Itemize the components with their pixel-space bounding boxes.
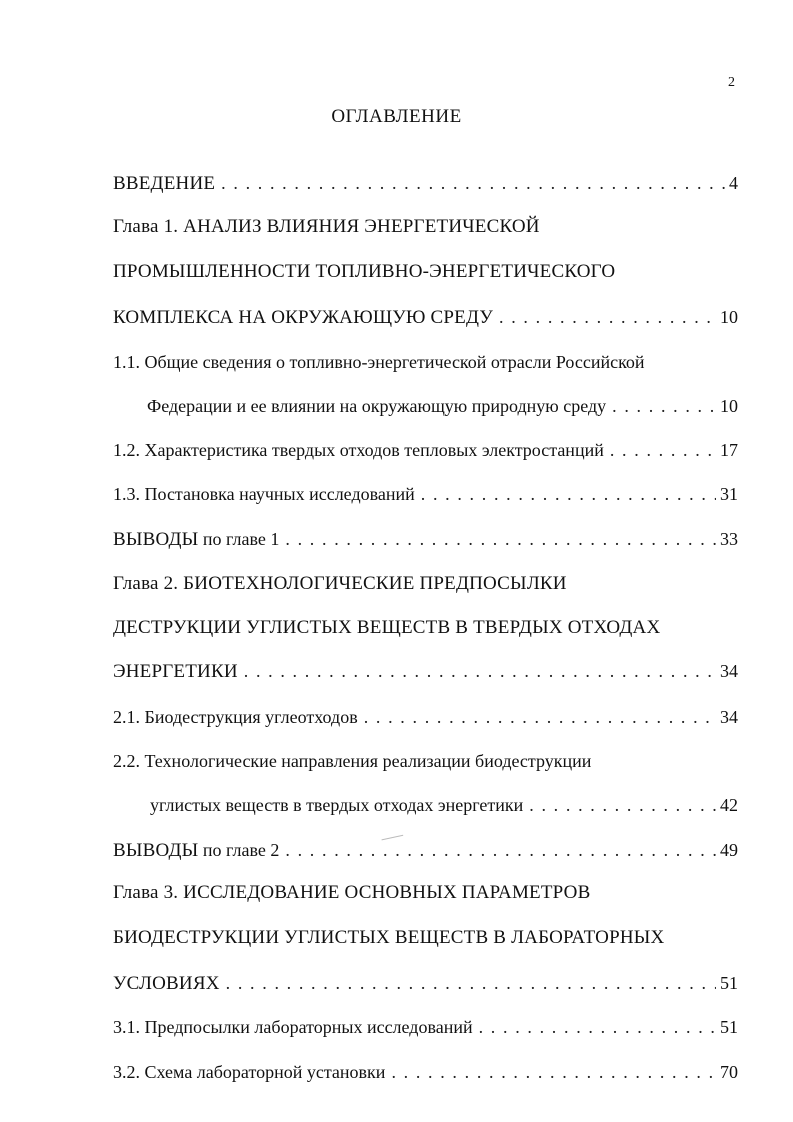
toc-chapter-3-line-2[interactable] [113,927,738,949]
toc-chapter-2-line-2[interactable] [113,617,738,639]
toc-entry-page: 34 [720,661,738,681]
toc-chapter-1-line-1[interactable] [113,216,738,238]
toc-entry-page: 34 [720,707,738,727]
toc-entry-label-caps: ВЫВОДЫ [113,840,199,861]
toc-entry-label: 1.1. Общие сведения о топливно-энергетической отрасли Российской [113,352,645,372]
toc-entry-label: 1.2. Характеристика твердых отходов тепловых электростанций [113,440,604,460]
toc-entry-label: ЭНЕРГЕТИКИ [113,661,238,682]
toc-entry-label: УСЛОВИЯХ [113,973,220,994]
dot-leader [285,528,716,550]
toc-entry-label: БИОДЕСТРУКЦИИ УГЛИСТЫХ ВЕЩЕСТВ В ЛАБОРАТОРНЫХ [113,927,665,948]
toc-entry-label: 1.3. Постановка научных исследований [113,484,415,504]
toc-chapter-1-line-2[interactable] [113,261,738,283]
toc-chapter-2-line-3[interactable] [113,660,738,683]
dot-leader [285,839,716,861]
dot-leader [391,1061,716,1083]
dot-leader [529,794,716,816]
dot-leader [421,483,716,505]
toc-section-3-2[interactable] [113,1061,738,1083]
toc-entry-label-caps: ВЫВОДЫ [113,529,199,550]
toc-entry-label: 2.2. Технологические направления реализации биодеструкции [113,751,592,771]
toc-entry-page: 17 [720,440,738,460]
toc-entry-label: углистых веществ в твердых отходах энергетики [150,795,524,815]
dot-leader [221,172,725,194]
page-number: 2 [728,75,735,90]
toc-section-2-1[interactable] [113,706,738,728]
dot-leader [612,395,716,417]
toc-section-3-1[interactable] [113,1016,738,1038]
toc-entry-label: ПРОМЫШЛЕННОСТИ ТОПЛИВНО-ЭНЕРГЕТИЧЕСКОГО [113,261,616,282]
toc-section-1-2[interactable] [113,439,738,461]
toc-entry-label: ВВЕДЕНИЕ [113,173,216,194]
toc-entry-page: 51 [720,973,738,993]
dot-leader [610,439,716,461]
toc-entry-page: 51 [720,1017,738,1037]
toc-conclusions-chapter-1[interactable] [113,528,738,551]
dot-leader [499,306,716,328]
toc-entry-page: 31 [720,484,738,504]
toc-entry-page: 42 [720,795,738,815]
toc-entry-page: 4 [729,173,738,193]
dot-leader [479,1016,716,1038]
toc-entry-page: 10 [720,396,738,416]
toc-section-1-1-line-1[interactable] [113,351,738,373]
dot-leader [364,706,716,728]
toc-entry-introduction[interactable] [113,172,738,195]
toc-entry-label: Глава 2. БИОТЕХНОЛОГИЧЕСКИЕ ПРЕДПОСЫЛКИ [113,573,567,594]
toc-section-2-2-line-1[interactable] [113,750,738,772]
toc-chapter-3-line-3[interactable] [113,972,738,995]
toc-chapter-3-line-1[interactable] [113,882,738,904]
toc-entry-label: 3.2. Схема лабораторной установки [113,1062,386,1082]
toc-entry-page: 70 [720,1062,738,1082]
dot-leader [244,660,716,682]
toc-entry-label: Федерации и ее влиянии на окружающую природную среду [147,396,607,416]
page-title: ОГЛАВЛЕНИЕ [331,106,462,127]
toc-section-1-3[interactable] [113,483,738,505]
toc-chapter-2-line-1[interactable] [113,573,738,595]
dot-leader [226,972,716,994]
toc-entry-label: 3.1. Предпосылки лабораторных исследований [113,1017,473,1037]
toc-chapter-1-line-3[interactable] [113,306,738,329]
toc-entry-label: КОМПЛЕКСА НА ОКРУЖАЮЩУЮ СРЕДУ [113,307,494,328]
toc-entry-page: 10 [720,307,738,327]
toc-entry-label: Глава 3. ИССЛЕДОВАНИЕ ОСНОВНЫХ ПАРАМЕТРОВ [113,882,591,903]
toc-entry-label-rest: по главе 1 [198,529,280,549]
toc-entry-label: 2.1. Биодеструкция углеотходов [113,707,358,727]
toc-conclusions-chapter-2[interactable] [113,839,738,862]
toc-section-2-2-line-2[interactable] [150,794,738,816]
toc-entry-page: 33 [720,529,738,549]
toc-entry-label: ДЕСТРУКЦИИ УГЛИСТЫХ ВЕЩЕСТВ В ТВЕРДЫХ ОТХОДАХ [113,617,661,638]
toc-section-1-1-line-2[interactable] [147,395,738,417]
toc-entry-label-rest: по главе 2 [198,840,280,860]
toc-entry-page: 49 [720,840,738,860]
toc-entry-label: Глава 1. АНАЛИЗ ВЛИЯНИЯ ЭНЕРГЕТИЧЕСКОЙ [113,216,540,237]
